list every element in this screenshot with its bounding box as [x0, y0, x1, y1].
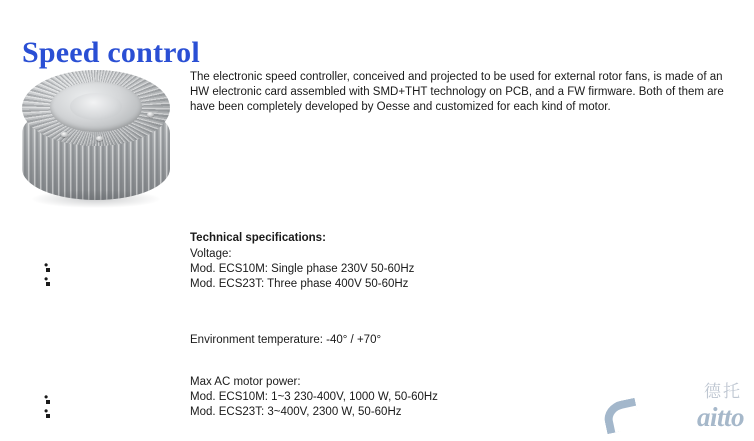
watermark-swoosh-icon — [601, 398, 640, 434]
technical-specifications-block — [190, 231, 725, 292]
environment-temperature-line: Environment temperature: -40° / +70° — [190, 334, 382, 346]
power-line-ecs23t: Mod. ECS23T: 3~400V, 2300 W, 50-60Hz — [190, 406, 402, 418]
watermark-logo — [600, 377, 746, 435]
voltage-label: Voltage: — [190, 248, 232, 260]
voltage-line-ecs10m: Mod. ECS10M: Single phase 230V 50-60Hz — [190, 263, 415, 275]
screw-icon — [96, 136, 103, 141]
watermark-chinese-text: 德托 — [704, 382, 742, 402]
bullet-marker — [46, 282, 50, 286]
product-shadow — [32, 190, 160, 208]
voltage-line-ecs23t: Mod. ECS23T: Three phase 400V 50-60Hz — [190, 278, 409, 290]
screw-icon — [61, 132, 68, 137]
bullet-marker — [46, 414, 50, 418]
page-title: Speed control — [22, 36, 200, 70]
screw-icon — [147, 112, 154, 117]
technical-specifications-heading: Technical specifications: — [190, 232, 326, 244]
watermark-brand-text: aitto — [696, 402, 744, 432]
power-line-ecs10m: Mod. ECS10M: 1~3 230-400V, 1000 W, 50-60Hz — [190, 391, 438, 403]
motor-hub-center — [70, 93, 122, 120]
intro-paragraph: The electronic speed controller, conceived and projected to be used for external rotor fans, is made of an HW electronic card assembled with SMD+THT technology on PCB, and a FW firmware. Both of them are have been completely developed by Oesse and customized for each kind of motor. — [190, 71, 724, 113]
product-image — [14, 66, 174, 211]
environment-temperature-block — [190, 333, 725, 348]
max-ac-motor-power-heading: Max AC motor power: — [190, 376, 301, 388]
